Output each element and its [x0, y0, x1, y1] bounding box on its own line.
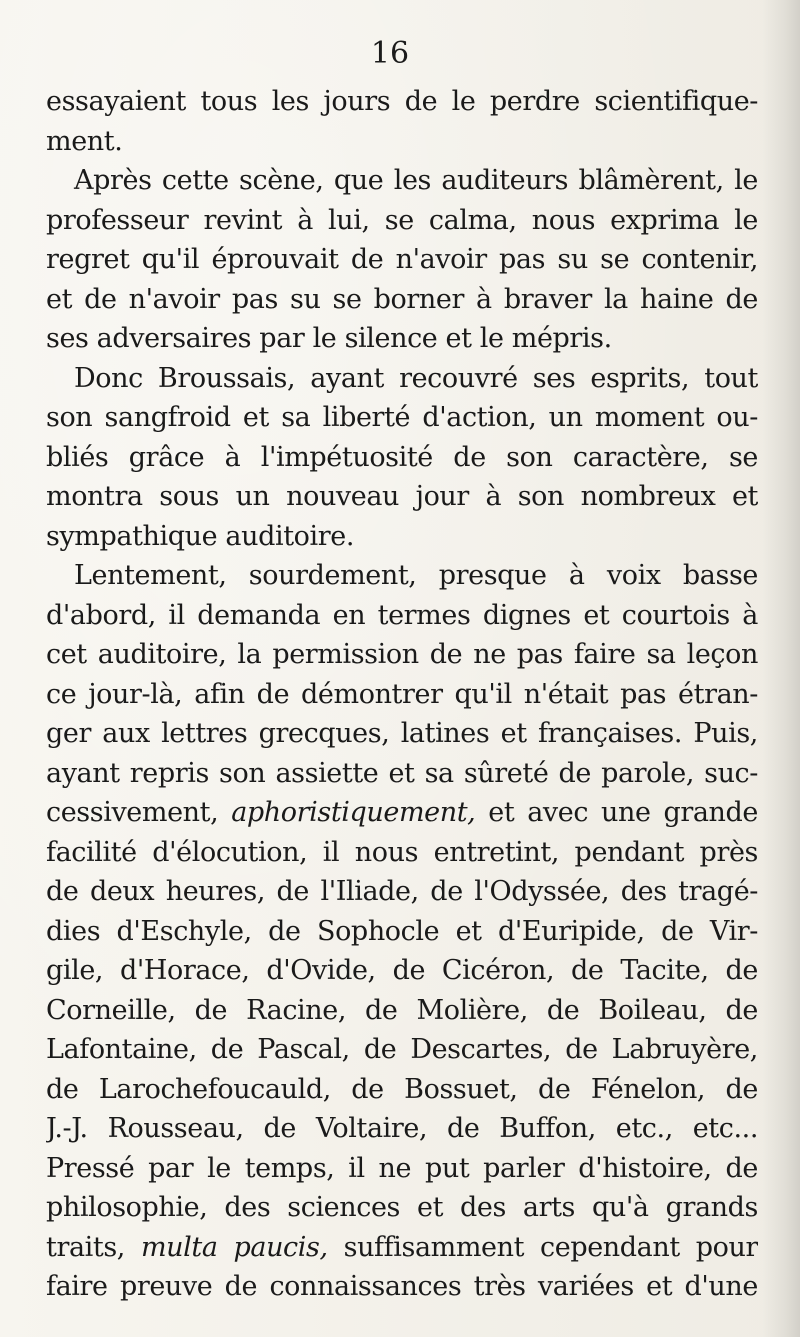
text-line: regret qu'il éprouvait de n'avoir pas su se contenir, [46, 244, 758, 275]
text-line: ayant repris son assiette et sa sûreté de parole, suc- [46, 757, 758, 789]
text-line [46, 1228, 758, 1268]
text-line: ment. [46, 125, 123, 157]
text-line: Pressé par le temps, il ne put parler d'histoire, de [46, 1152, 758, 1184]
text-segment: et avec une grande [475, 797, 758, 828]
text-line: facilité d'élocution, il nous entretint, pendant près [46, 836, 758, 868]
text-line: dies d'Eschyle, de Sophocle et d'Euripide, de Vir- [46, 915, 758, 947]
text-line: cet auditoire, la permission de ne pas faire sa leçon [46, 639, 758, 670]
text-line: ger aux lettres grecques, latines et françaises. Puis, [46, 718, 758, 749]
text-segment: cessivement, [46, 797, 232, 828]
text-line: de deux heures, de l'Iliade, de l'Odyssée, des tragé- [46, 876, 758, 907]
body-text [46, 82, 758, 1307]
text-segment: suffisamment cependant pour [327, 1231, 758, 1263]
text-line: son sangfroid et sa liberté d'action, un moment ou- [46, 402, 758, 433]
text-line: professeur revint à lui, se calma, nous exprima le [46, 204, 758, 236]
text-line: Donc Broussais, ayant recouvré ses esprits, tout [74, 362, 758, 394]
text-line: ce jour-là, afin de démontrer qu'il n'était pas étran- [46, 678, 758, 710]
text-line: montra sous un nouveau jour à son nombreux et [46, 481, 758, 512]
text-line: sympathique auditoire. [46, 520, 355, 552]
text-line: essayaient tous les jours de le perdre scientifique- [46, 86, 758, 117]
page-edge-shadow [762, 0, 800, 1337]
text-line: Corneille, de Racine, de Molière, de Boileau, de [46, 994, 758, 1026]
text-line: et de n'avoir pas su se borner à braver la haine de [46, 283, 758, 315]
text-line: faire preuve de connaissances très variées et d'une [46, 1271, 758, 1302]
text-line: J.-J. Rousseau, de Voltaire, de Buffon, etc., etc... [46, 1113, 758, 1144]
text-line: Lentement, sourdement, presque à voix basse [74, 560, 758, 591]
text-line: d'abord, il demanda en termes dignes et courtois à [46, 599, 758, 631]
italic-phrase: multa paucis, [140, 1231, 328, 1263]
text-line: ses adversaires par le silence et le mépris. [46, 323, 612, 354]
page-number: 16 [370, 36, 410, 71]
text-line: bliés grâce à l'impétuosité de son caractère, se [46, 441, 758, 473]
text-line: Après cette scène, que les auditeurs blâmèrent, le [74, 165, 758, 196]
italic-phrase: aphoristiquement, [231, 797, 476, 828]
text-line: gile, d'Horace, d'Ovide, de Cicéron, de Tacite, de [46, 955, 758, 986]
text-segment: traits, [46, 1231, 141, 1263]
text-line [46, 793, 758, 833]
text-line: philosophie, des sciences et des arts qu'à grands [46, 1192, 758, 1223]
text-line: de Larochefoucauld, de Bossuet, de Fénelon, de [46, 1073, 758, 1105]
text-line: Lafontaine, de Pascal, de Descartes, de Labruyère, [46, 1034, 758, 1065]
